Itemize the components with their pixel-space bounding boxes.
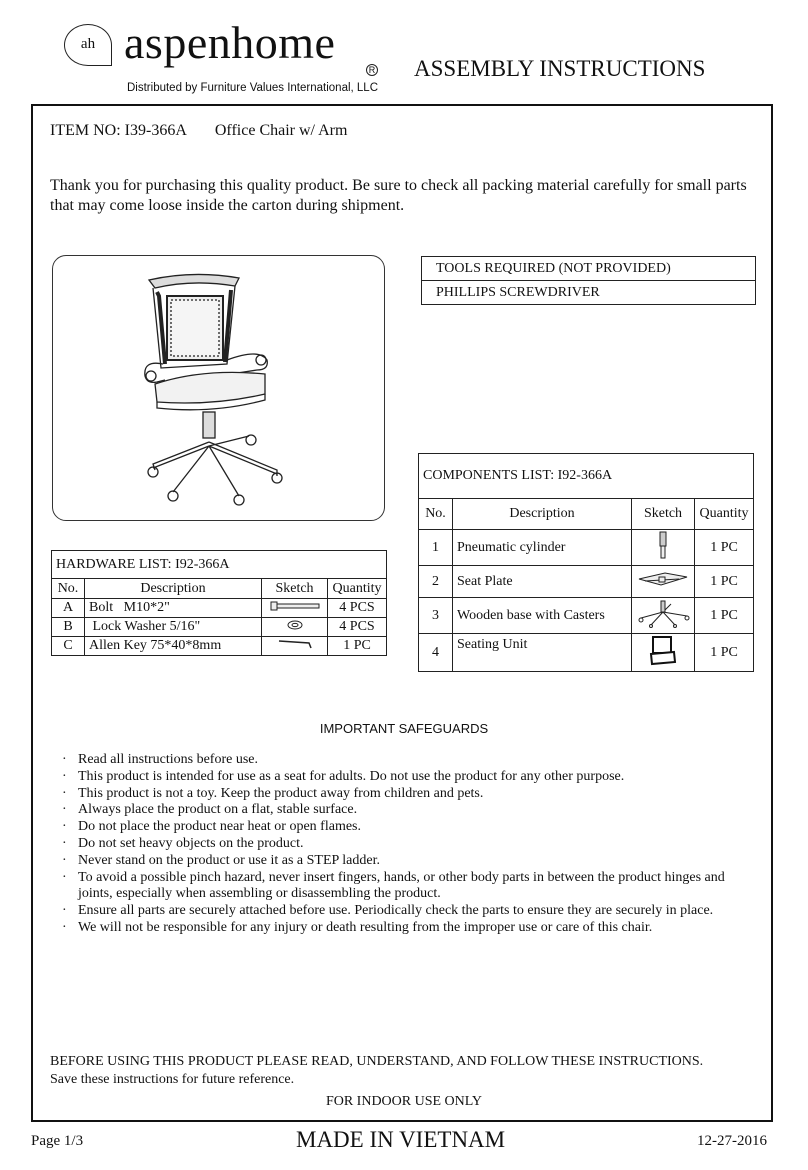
logo-wordmark: aspenhome (124, 17, 336, 68)
office-chair-icon (53, 256, 384, 520)
hardware-col-sketch: Sketch (262, 579, 328, 599)
item-name: Office Chair w/ Arm (214, 122, 348, 139)
safeguards-list (62, 752, 752, 937)
chair-illustration (52, 255, 385, 521)
hardware-description: Allen Key 75*40*8mm (85, 637, 262, 656)
safeguards-title: IMPORTANT SAFEGUARDS (319, 721, 489, 736)
components-description: Pneumatic cylinder (453, 530, 632, 566)
list-item: · Do not set heavy objects on the product. (62, 836, 752, 853)
hardware-col-quantity: Quantity (328, 579, 387, 599)
hardware-qty: 1 PC (328, 637, 387, 656)
document-title: ASSEMBLY INSTRUCTIONS (414, 56, 706, 81)
hardware-no: A (52, 599, 85, 618)
hardware-description: Lock Washer 5/16" (85, 618, 262, 637)
list-item: · Ensure all parts are securely attached before use. Periodically check the parts to ensure they are securely in place. (62, 903, 752, 920)
components-description: Seat Plate (453, 566, 632, 598)
hardware-qty: 4 PCS (328, 618, 387, 637)
item-line (50, 122, 347, 140)
components-description: Seating Unit (453, 634, 632, 672)
components-row (419, 634, 754, 672)
hardware-row (52, 599, 387, 618)
hardware-no: B (52, 618, 85, 637)
cylinder-sketch-icon (632, 530, 695, 566)
save-instructions-line: Save these instructions for future reference. (50, 1072, 295, 1087)
hardware-qty: 4 PCS (328, 599, 387, 618)
before-use-note (50, 1053, 760, 1089)
components-no: 4 (419, 634, 453, 672)
components-row (419, 598, 754, 634)
registered-mark-icon: R (366, 64, 378, 76)
seat-plate-sketch-icon (632, 566, 695, 598)
before-use-line: BEFORE USING THIS PRODUCT PLEASE READ, UNDERSTAND, AND FOLLOW THESE INSTRUCTIONS. (50, 1054, 704, 1069)
components-row (419, 530, 754, 566)
hardware-table (51, 550, 387, 656)
list-item: · To avoid a possible pinch hazard, never insert fingers, hands, or other body parts in between the product hinges and joints, especially when assembling or disassembling the product. (62, 870, 752, 904)
components-no: 2 (419, 566, 453, 598)
list-item: · Read all instructions before use. (62, 752, 752, 769)
seating-unit-sketch-icon (632, 634, 695, 672)
components-col-quantity: Quantity (695, 499, 754, 530)
washer-sketch-icon (262, 618, 328, 637)
components-qty: 1 PC (695, 530, 754, 566)
intro-text: Thank you for purchasing this quality product. Be sure to check all packing material carefully for small parts that may come loose inside the carton during shipment. (50, 177, 747, 214)
tools-item: PHILLIPS SCREWDRIVER (422, 281, 756, 305)
list-item: · Always place the product on a flat, stable surface. (62, 802, 752, 819)
components-qty: 1 PC (695, 566, 754, 598)
components-col-description: Description (453, 499, 632, 530)
tools-table (421, 256, 756, 305)
hardware-no: C (52, 637, 85, 656)
logo-badge: ah (64, 24, 112, 66)
list-item: · This product is intended for use as a seat for adults. Do not use the product for any other purpose. (62, 769, 752, 786)
components-title: COMPONENTS LIST: I92-366A (419, 454, 754, 499)
list-item: · This product is not a toy. Keep the product away from children and pets. (62, 786, 752, 803)
made-in-label: MADE IN VIETNAM (296, 1127, 506, 1152)
components-description: Wooden base with Casters (453, 598, 632, 634)
list-item: · Do not place the product near heat or open flames. (62, 819, 752, 836)
components-col-no: No. (419, 499, 453, 530)
page-number: Page 1/3 (31, 1133, 84, 1149)
hardware-row (52, 618, 387, 637)
hardware-title: HARDWARE LIST: I92-366A (52, 551, 387, 579)
components-col-sketch: Sketch (632, 499, 695, 530)
hardware-col-no: No. (52, 579, 85, 599)
components-qty: 1 PC (695, 598, 754, 634)
list-item: · Never stand on the product or use it as a STEP ladder. (62, 853, 752, 870)
components-no: 3 (419, 598, 453, 634)
bolt-sketch-icon (262, 599, 328, 618)
hardware-col-description: Description (85, 579, 262, 599)
allen-key-sketch-icon (262, 637, 328, 656)
components-qty: 1 PC (695, 634, 754, 672)
hardware-description: Bolt M10*2" (85, 599, 262, 618)
caster-base-sketch-icon (632, 598, 695, 634)
item-number: ITEM NO: I39-366A (50, 122, 187, 139)
indoor-use-note: FOR INDOOR USE ONLY (325, 1094, 483, 1109)
distributor-line: Distributed by Furniture Values International, LLC (127, 82, 379, 94)
components-no: 1 (419, 530, 453, 566)
components-table (418, 453, 754, 672)
document-date: 12-27-2016 (697, 1133, 767, 1149)
list-item: · We will not be responsible for any injury or death resulting from the improper use or care of this chair. (62, 920, 752, 937)
hardware-row (52, 637, 387, 656)
components-row (419, 566, 754, 598)
tools-header: TOOLS REQUIRED (NOT PROVIDED) (422, 257, 756, 281)
